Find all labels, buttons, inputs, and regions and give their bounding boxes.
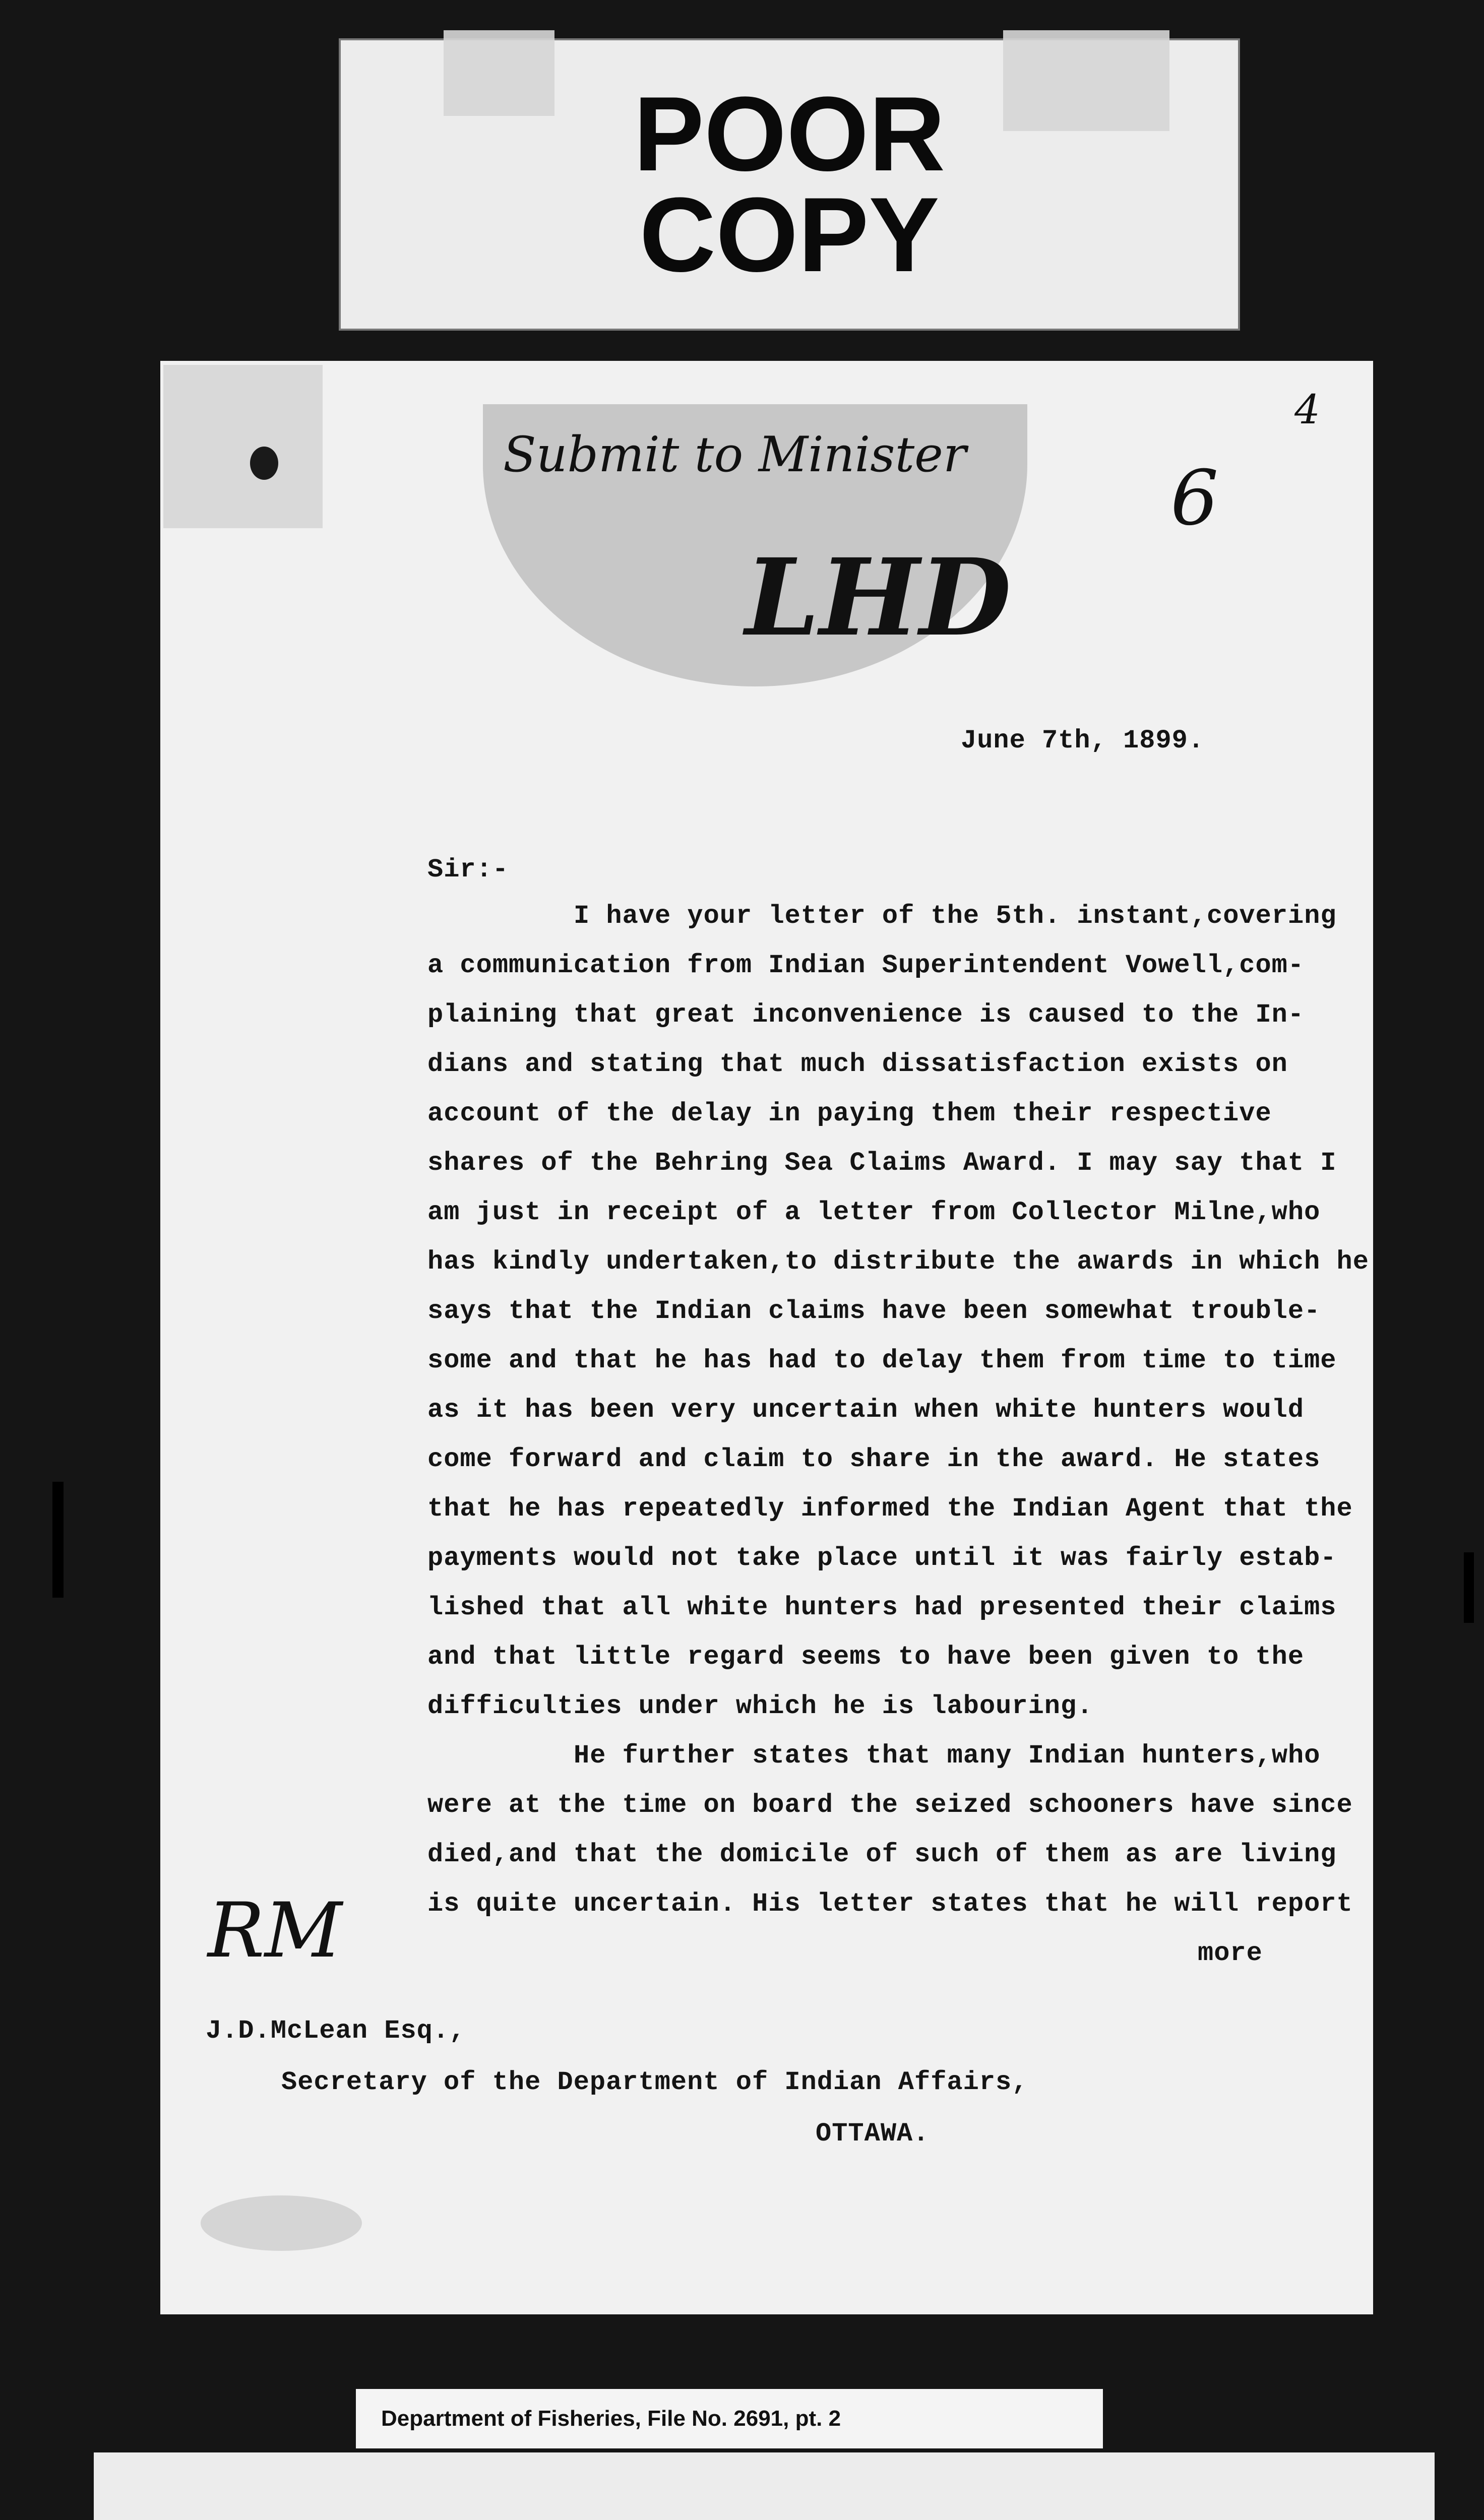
body-line: a communication from Indian Superintendent Vowell,com- (427, 951, 1305, 980)
body-line: as it has been very uncertain when white hunters would (427, 1395, 1305, 1425)
body-line: and that little regard seems to have been given to the (427, 1642, 1305, 1672)
letter-date: June 7th, 1899. (961, 726, 1205, 755)
salutation: Sir:- (427, 855, 509, 885)
addressee-title: Secretary of the Department of Indian Affairs, (281, 2067, 1028, 2097)
paper-stain (163, 365, 323, 528)
edge-mark (1464, 1552, 1474, 1623)
body-line: were at the time on board the seized schooners have since (427, 1790, 1353, 1820)
body-line: He further states that many Indian hunters,who (574, 1741, 1321, 1771)
body-line: that he has repeatedly informed the Indian Agent that the (427, 1494, 1353, 1524)
body-line: am just in receipt of a letter from Collector Milne,who (427, 1198, 1321, 1227)
body-line: has kindly undertaken,to distribute the awards in which he (427, 1247, 1369, 1277)
tape-strip (444, 30, 554, 116)
ink-blot (250, 447, 278, 480)
handwritten-note: Submit to Minister (503, 426, 966, 483)
archives-label (94, 2452, 1435, 2520)
body-line: says that the Indian claims have been somewhat trouble- (427, 1296, 1321, 1326)
addressee-city: OTTAWA. (816, 2119, 930, 2149)
body-line: I have your letter of the 5th. instant,covering (574, 901, 1337, 931)
handwritten-initials: LHD (745, 535, 1012, 660)
poor-copy-line-2: COPY (639, 175, 940, 294)
minister-stamp (483, 404, 1027, 686)
body-line: lished that all white hunters had presented their claims (427, 1593, 1337, 1622)
poor-copy-line-1: POOR (633, 75, 946, 193)
body-line: dians and stating that much dissatisfaction exists on (427, 1049, 1288, 1079)
letter-page (160, 361, 1373, 2314)
body-line: is quite uncertain. His letter states that he will report (427, 1889, 1353, 1919)
body-line: some and that he has had to delay them from time to time (427, 1346, 1337, 1375)
tape-strip (1003, 30, 1169, 131)
body-line: payments would not take place until it was fairly estab- (427, 1543, 1337, 1573)
file-caption: Department of Fisheries, File No. 2691, pt. 2 (356, 2389, 1103, 2448)
addressee-name: J.D.McLean Esq., (206, 2016, 466, 2046)
corner-mark: 4 (1294, 386, 1320, 433)
handwritten-initials-rm: RM (208, 1887, 342, 1975)
body-line: shares of the Behring Sea Claims Award. I may say that I (427, 1148, 1337, 1178)
body-line: account of the delay in paying them their respective (427, 1099, 1272, 1128)
margin-number: 6 (1170, 455, 1219, 542)
body-line: plaining that great inconvenience is caused to the In- (427, 1000, 1305, 1030)
edge-mark (52, 1482, 64, 1598)
catchword: more (1198, 1938, 1263, 1968)
body-line: come forward and claim to share in the award. He states (427, 1444, 1321, 1474)
body-line: died,and that the domicile of such of them as are living (427, 1840, 1337, 1869)
body-line: difficulties under which he is labouring. (427, 1691, 1093, 1721)
paper-stain (201, 2195, 362, 2251)
